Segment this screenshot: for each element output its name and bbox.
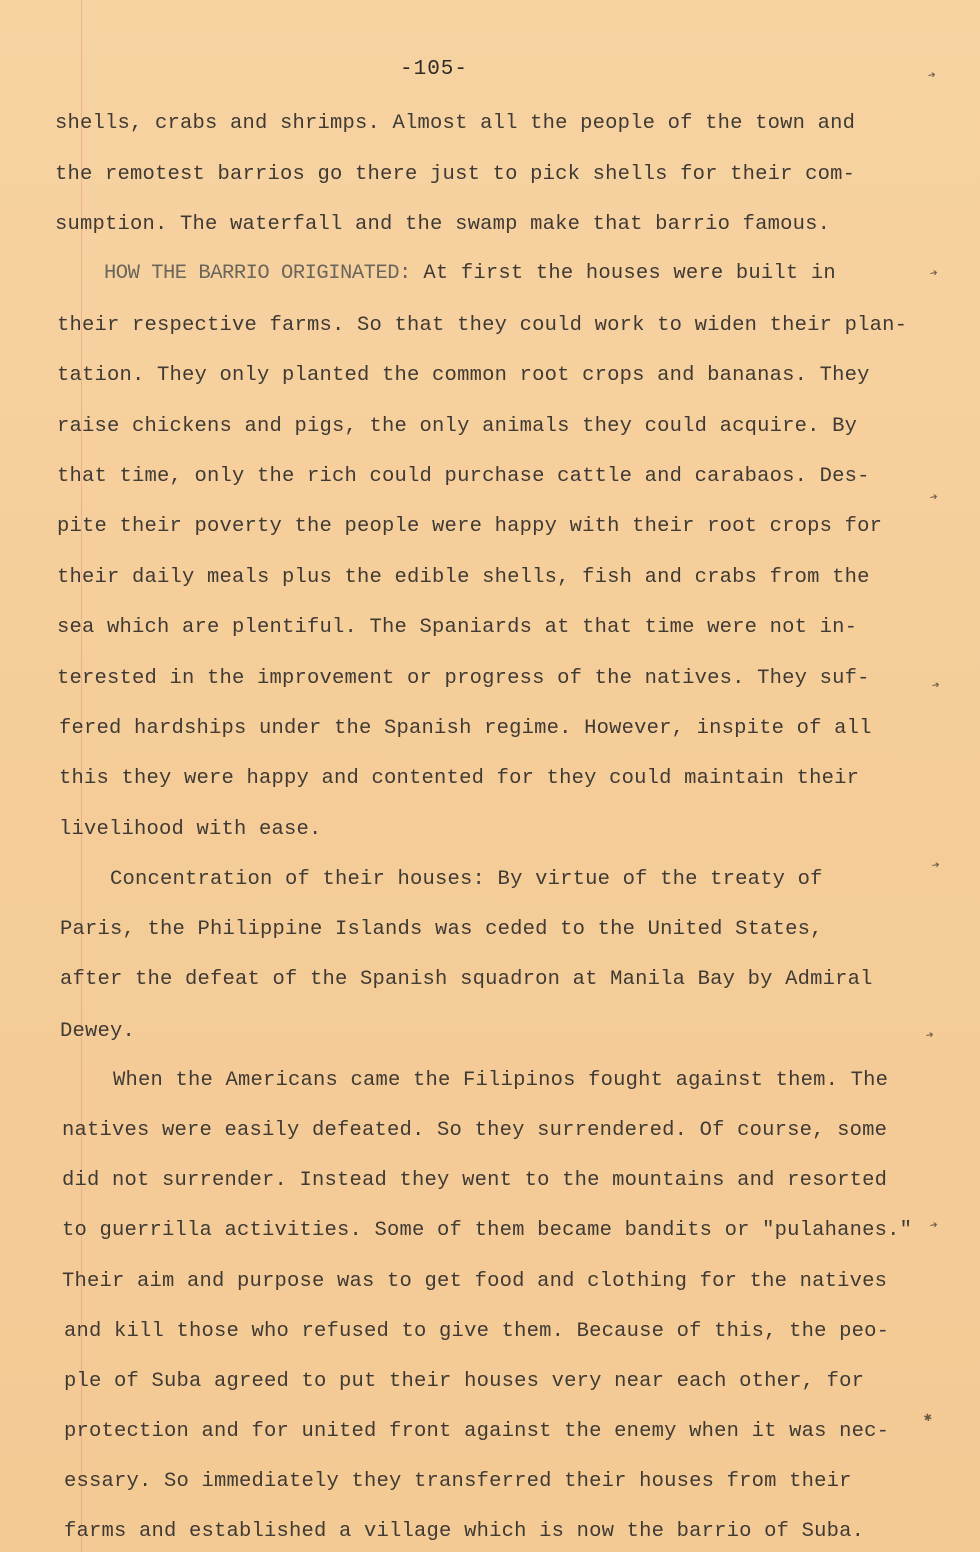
section-heading-line	[104, 262, 836, 286]
text-line-12: terested in the improvement or progress of the natives. They suf-	[57, 667, 870, 690]
text-line-18: after the defeat of the Spanish squadron at Manila Bay by Admiral	[60, 968, 873, 991]
text-line-15: livelihood with ease.	[59, 818, 322, 841]
text-line-27: protection and for united front against the enemy when it was nec-	[64, 1420, 890, 1443]
text-line-25: and kill those who refused to give them. Because of this, the peo-	[64, 1320, 890, 1343]
text-line-6: tation. They only planted the common root crops and bananas. They	[57, 364, 870, 387]
text-line-1: shells, crabs and shrimps. Almost all the people of the town and	[55, 112, 856, 135]
text-line-29: farms and established a village which is now the barrio of Suba.	[64, 1520, 865, 1543]
text-line-7: raise chickens and pigs, the only animals they could acquire. By	[57, 415, 858, 438]
text-line-17: Paris, the Philippine Islands was ceded to the United States,	[60, 918, 823, 941]
text-line-9: pite their poverty the people were happy with their root crops for	[57, 515, 883, 538]
margin-mark-icon: ✱	[922, 1409, 934, 1426]
text-line-24: Their aim and purpose was to get food and clothing for the natives	[62, 1270, 888, 1293]
margin-mark-icon: ➔	[928, 1217, 940, 1234]
section-heading-origin: HOW THE BARRIO ORIGINATED:	[104, 262, 411, 285]
text-line-2: the remotest barrios go there just to pick shells for their com-	[55, 163, 856, 186]
text-line-5: their respective farms. So that they could work to widen their plan-	[57, 314, 908, 337]
text-line-16: Concentration of their houses: By virtue of the treaty of	[110, 868, 823, 891]
text-line-11: sea which are plentiful. The Spaniards at that time were not in-	[57, 616, 858, 639]
text-line-19: Dewey.	[60, 1020, 136, 1043]
margin-mark-icon: ➔	[926, 67, 938, 84]
text-line-21: natives were easily defeated. So they surrendered. Of course, some	[62, 1119, 888, 1142]
text-line-28: essary. So immediately they transferred their houses from their	[64, 1470, 852, 1493]
text-line-22: did not surrender. Instead they went to the mountains and resorted	[62, 1169, 888, 1192]
margin-mark-icon: ➔	[928, 265, 940, 282]
text-line-26: ple of Suba agreed to put their houses very near each other, for	[64, 1370, 865, 1393]
text-line-10: their daily meals plus the edible shells, fish and crabs from the	[57, 566, 870, 589]
text-line-8: that time, only the rich could purchase cattle and carabaos. Des-	[57, 465, 870, 488]
page-number: -105-	[400, 58, 469, 81]
margin-mark-icon: ➔	[924, 1027, 936, 1044]
margin-mark-icon: ➔	[930, 857, 942, 874]
margin-mark-icon: ➔	[928, 489, 940, 506]
margin-mark-icon: ➔	[930, 677, 942, 694]
text-line-13: fered hardships under the Spanish regime. However, inspite of all	[59, 717, 872, 740]
text-line-20: When the Americans came the Filipinos fought against them. The	[113, 1069, 889, 1092]
text-line-23: to guerrilla activities. Some of them became bandits or "pulahanes."	[62, 1219, 913, 1242]
text-line-4: At first the houses were built in	[410, 262, 836, 285]
text-line-14: this they were happy and contented for they could maintain their	[59, 767, 860, 790]
text-line-3: sumption. The waterfall and the swamp make that barrio famous.	[55, 213, 831, 236]
